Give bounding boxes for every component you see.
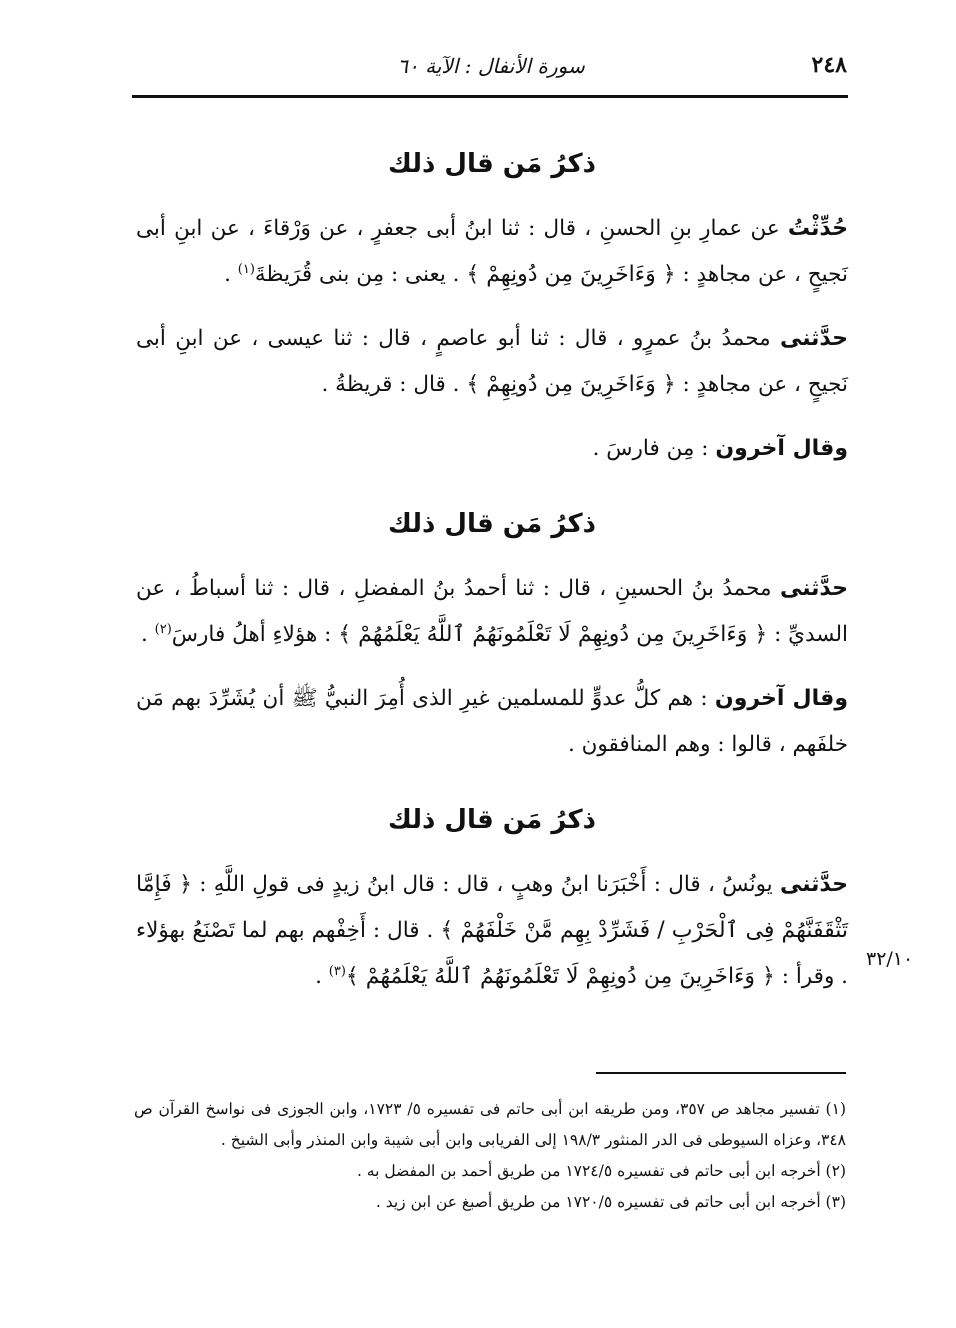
section-heading: ذكرُ مَن قال ذلك <box>388 805 596 835</box>
surah-title: سورة الأنفال : الآية ٦٠ <box>397 54 585 78</box>
paragraph-text: : هؤلاءِ أهلُ فارسَ <box>171 622 339 647</box>
paragraph-text: : هم كلُّ عدوٍّ للمسلمين غيرِ الذى أُمِرَ النبيُّ ﷺ أن يُشَرِّدَ بهم مَن خلفَهم ، قالوا : وهم المنافقون . <box>136 686 848 757</box>
paragraph-text: . <box>224 262 238 287</box>
footnote: (١) تفسير مجاهد ص ٣٥٧، ومن طريقه ابن أبى حاتم فى تفسيره ٥/ ١٧٢٣، وابن الجوزى فى نواسخ القرآن ص ٣٤٨، وعزاه السيوطى فى الدر المنثور ١٩٨/٣ إلى الفريابى وابن أبى شيبة وابن المنذر وأبى الشيخ . <box>134 1100 846 1149</box>
paragraph-text: محمدُ بنُ الحسينِ ، قال : ثنا أحمدُ بنُ المفضلِ ، قال : ثنا أسباطُ ، عن السديِّ : <box>136 576 848 647</box>
narrator-phrase: وقال آخرون <box>715 436 848 461</box>
hadith-paragraph <box>136 206 848 298</box>
quran-quote: ﴿ وَءَاخَرِينَ مِن دُونِهِمْ ﴾ <box>466 262 676 287</box>
quran-quote: ﴿ وَءَاخَرِينَ مِن دُونِهِمْ ﴾ <box>466 372 676 397</box>
hadith-paragraph <box>136 862 848 1000</box>
footnote-rule <box>596 1072 846 1074</box>
footnote-ref[interactable]: (١) <box>237 261 255 277</box>
footnote-ref[interactable]: (٣) <box>328 963 346 979</box>
margin-volume-page-note: ٣٢/١٠ <box>866 948 914 970</box>
section-heading: ذكرُ مَن قال ذلك <box>388 149 596 179</box>
running-header <box>135 46 847 86</box>
hadith-paragraph <box>136 316 848 408</box>
narrator-phrase: حُدِّثْتُ <box>787 216 848 241</box>
narrator-phrase: وقال آخرون <box>714 686 848 711</box>
paragraph-text: . قال : قريظةُ . <box>321 372 467 397</box>
hadith-paragraph <box>136 426 848 472</box>
footnote: (٣) أخرجه ابن أبى حاتم فى تفسيره ١٧٢٠/٥ من طريق أصبغ عن ابن زيد . <box>375 1193 846 1211</box>
header-rule <box>132 95 848 98</box>
page-number: ٢٤٨ <box>811 52 847 78</box>
paragraph-text: محمدُ بنُ عمرٍو ، قال : ثنا أبو عاصمٍ ، قال : ثنا عيسى ، عن ابنِ أبى نَجيحٍ ، عن مجاهدٍ : <box>136 326 848 397</box>
hadith-paragraph <box>136 676 848 768</box>
footnotes <box>134 1094 846 1218</box>
narrator-phrase: حدَّثنى <box>779 326 848 351</box>
paragraph-text: : مِن فارسَ . <box>592 436 716 461</box>
narrator-phrase: حدَّثنى <box>779 576 848 601</box>
hadith-paragraph <box>136 566 848 658</box>
narrator-phrase: حدَّثنى <box>779 872 848 897</box>
quran-quote: ﴿ فَإِمَّا تَثْقَفَنَّهُمْ فِى ٱلْحَرْبِ / فَشَرِّدْ بِهِم مَّنْ خَلْفَهُمْ ﴾ <box>136 872 848 943</box>
paragraph-text: . يعنى : مِن بنى قُرَيظةَ <box>254 262 467 287</box>
paragraph-text: . قال : أَخِفْهم بهم لما تَصْنَعُ بهؤلاء . وقرأ : <box>136 918 848 989</box>
footnote: (٢) أخرجه ابن أبى حاتم فى تفسيره ١٧٢٤/٥ من طريق أحمد بن المفضل به . <box>356 1162 846 1180</box>
quran-quote: ﴿ وَءَاخَرِينَ مِن دُونِهِمْ لَا تَعْلَمُونَهُمُ ٱللَّهُ يَعْلَمُهُمْ ﴾ <box>338 622 768 647</box>
paragraph-text: . <box>140 622 155 647</box>
paragraph-text: يونُسُ ، قال : أَخْبَرَنا ابنُ وهبٍ ، قال : قال ابنُ زيدٍ فى قولِ اللَّهِ : <box>192 872 780 897</box>
quran-quote: ﴿ وَءَاخَرِينَ مِن دُونِهِمْ لَا تَعْلَمُونَهُمُ ٱللَّهُ يَعْلَمُهُمْ ﴾ <box>345 964 775 989</box>
main-text <box>136 140 848 1000</box>
paragraph-text: عن عمارِ بنِ الحسنِ ، قال : ثنا ابنُ أبى جعفرٍ ، عن وَرْقاءَ ، عن ابنِ أبى نَجيحٍ ، عن مجاهدٍ : <box>136 216 848 287</box>
footnote-ref[interactable]: (٢) <box>154 621 172 637</box>
section-heading: ذكرُ مَن قال ذلك <box>388 509 596 539</box>
paragraph-text: . <box>315 964 329 989</box>
